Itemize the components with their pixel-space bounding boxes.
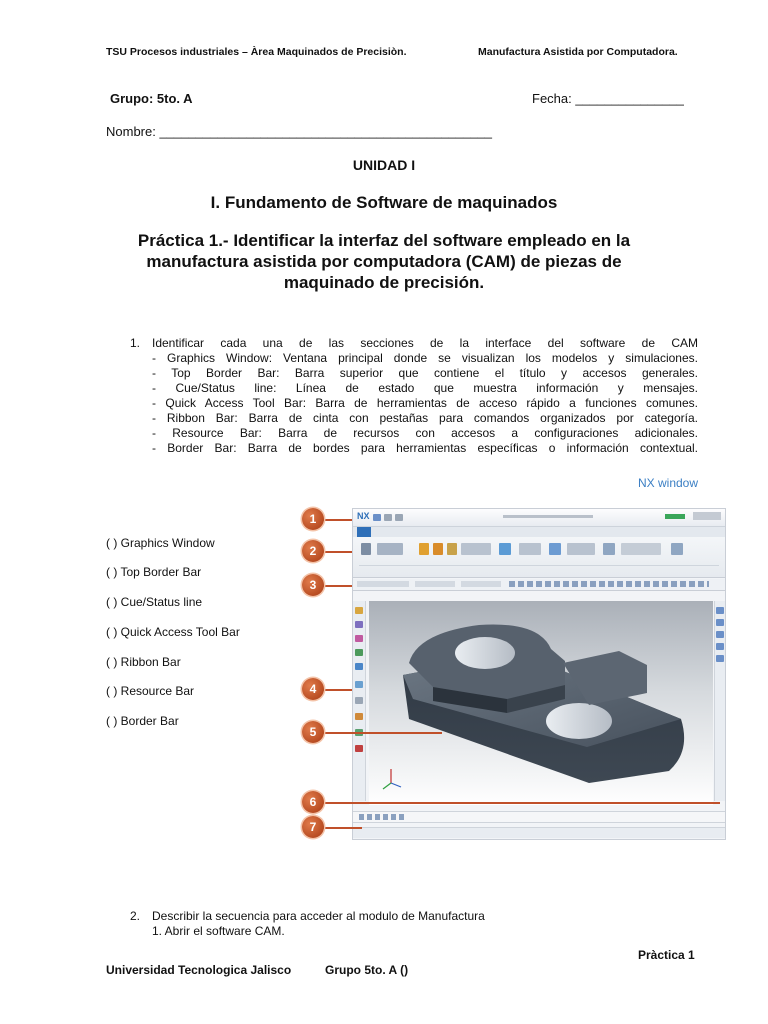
border-bar-right <box>714 601 725 801</box>
callout-marker: 3 <box>302 574 324 596</box>
resource-icon[interactable] <box>355 681 363 688</box>
date-field: Fecha: _______________ <box>532 91 684 106</box>
undo-icon <box>384 514 392 521</box>
lower-hole <box>546 703 612 739</box>
callout-marker: 1 <box>302 508 324 530</box>
through-curves-icon[interactable] <box>621 543 661 555</box>
extrude-icon[interactable] <box>419 543 429 555</box>
question-text: Describir la secuencia para acceder al modulo de Manufactura <box>152 909 485 923</box>
option-item[interactable]: ( ) Quick Access Tool Bar <box>106 625 240 639</box>
resource-icon[interactable] <box>355 663 363 670</box>
bullet-item: - Cue/Status line: Línea de estado que muestra información y mensajes. <box>152 381 698 395</box>
bullet-item: - Ribbon Bar: Barra de cinta con pestañas para comandos organizados por categoría. <box>152 411 698 425</box>
footer-university: Universidad Tecnologica Jalisco <box>106 963 292 977</box>
top-border-bar <box>353 509 725 527</box>
bullet-item: - Resource Bar: Barra de recursos con accesos a configuraciones adicionales. <box>152 426 698 440</box>
option-item[interactable]: ( ) Ribbon Bar <box>106 655 181 669</box>
unite-icon[interactable] <box>499 543 511 555</box>
practice-title-line: maquinado de precisión. <box>283 273 485 292</box>
group-field: Grupo: 5to. A <box>110 91 193 106</box>
shell-icon[interactable] <box>519 543 541 555</box>
view-icon[interactable] <box>716 607 724 614</box>
window-title-line <box>503 515 593 518</box>
leader-line <box>322 519 352 521</box>
callout-marker: 2 <box>302 540 324 562</box>
nx-window-figure <box>300 502 730 844</box>
question-1 <box>130 336 698 456</box>
selection-filter-dropdown[interactable] <box>415 581 455 587</box>
siemens-logo <box>665 514 685 519</box>
header-course: TSU Procesos industriales – Àrea Maquinados de Precisiòn. <box>106 46 407 58</box>
question-sub-item: 1. Abrir el software CAM. <box>152 924 285 938</box>
leader-line <box>322 551 352 553</box>
nx-window <box>352 508 726 840</box>
page-label: Pràctica 1 <box>638 948 695 962</box>
name-field: Nombre: ______________________________________________ <box>106 124 493 139</box>
option-item[interactable]: ( ) Cue/Status line <box>106 595 203 609</box>
resource-icon[interactable] <box>355 649 363 656</box>
question-number: 1. <box>130 336 141 350</box>
resource-icon[interactable] <box>355 745 363 752</box>
offset-region-icon[interactable] <box>567 543 595 555</box>
view-icon[interactable] <box>716 655 724 662</box>
bullet-item: - Quick Access Tool Bar: Barra de herramientas de acceso rápido a funciones comunes. <box>152 396 698 410</box>
option-item[interactable]: ( ) Top Border Bar <box>106 565 202 579</box>
bullet-item: - Graphics Window: Ventana principal donde se visualizan los modelos y simulaciones. <box>152 351 698 365</box>
cue-status-line <box>353 811 725 823</box>
hole-icon[interactable] <box>447 543 457 555</box>
leader-line <box>322 689 352 691</box>
more-icon[interactable] <box>603 543 615 555</box>
practice-title-line: manufactura asistida por computadora (CAM) de piezas de <box>146 252 622 271</box>
menu-dropdown[interactable] <box>357 581 409 587</box>
resource-icon[interactable] <box>355 607 363 614</box>
callout-marker: 7 <box>302 816 324 838</box>
coordinate-triad <box>383 769 401 789</box>
revolve-icon[interactable] <box>433 543 443 555</box>
window-controls[interactable] <box>693 512 721 520</box>
ribbon-tabs[interactable] <box>353 527 725 537</box>
unit-title: UNIDAD I <box>352 157 416 173</box>
resource-icon[interactable] <box>355 697 363 704</box>
bullet-item: - Top Border Bar: Barra superior que contiene el título y accesos generales. <box>152 366 698 380</box>
callout-marker: 4 <box>302 678 324 700</box>
graphics-window[interactable] <box>369 601 713 805</box>
leader-line <box>322 732 442 734</box>
upper-hole <box>455 637 515 669</box>
figure-caption: NX window <box>638 476 699 490</box>
callout-marker: 6 <box>302 791 324 813</box>
option-item[interactable]: ( ) Border Bar <box>106 714 179 728</box>
view-icon[interactable] <box>716 643 724 650</box>
section-title: I. Fundamento de Software de maquinados <box>210 193 558 212</box>
nx-logo: NX <box>357 511 370 521</box>
resource-bar <box>353 601 366 801</box>
question-number: 2. <box>130 909 141 923</box>
option-item[interactable]: ( ) Resource Bar <box>106 684 195 698</box>
leader-line <box>322 827 362 829</box>
redo-icon <box>395 514 403 521</box>
assembly-filter-dropdown[interactable] <box>461 581 501 587</box>
resource-icon[interactable] <box>355 621 363 628</box>
pattern-feature-icon[interactable] <box>461 543 491 555</box>
ribbon-group-divider <box>359 565 719 566</box>
curve-tools-icon[interactable] <box>377 543 403 555</box>
quick-access-toolbar <box>353 579 725 591</box>
callout-marker: 5 <box>302 721 324 743</box>
part-model <box>369 601 713 805</box>
footer-group: Grupo 5to. A () <box>325 963 409 977</box>
view-icon[interactable] <box>716 631 724 638</box>
resource-icon[interactable] <box>355 635 363 642</box>
move-face-icon[interactable] <box>549 543 561 555</box>
sketch-icon[interactable] <box>361 543 371 555</box>
leader-line <box>322 585 352 587</box>
status-icons[interactable] <box>359 814 405 820</box>
file-tab[interactable] <box>357 527 371 537</box>
resource-icon[interactable] <box>355 713 363 720</box>
snap-icons[interactable] <box>509 581 709 587</box>
bullet-item: - Border Bar: Barra de bordes para herramientas específicas o información contextual. <box>152 441 698 455</box>
question-text: Identificar cada una de las secciones de la interface del software de CAM <box>152 336 698 350</box>
practice-title-line: Práctica 1.- Identificar la interfaz del software empleado en la <box>137 231 631 250</box>
border-bar <box>353 827 725 838</box>
view-icon[interactable] <box>716 619 724 626</box>
question-2 <box>130 909 485 938</box>
header-subject: Manufactura Asistida por Computadora. <box>478 46 678 58</box>
leader-line <box>322 802 720 804</box>
sweep-icon[interactable] <box>671 543 683 555</box>
practice-title <box>0 230 768 293</box>
save-icon <box>373 514 381 521</box>
option-item[interactable]: ( ) Graphics Window <box>106 536 215 550</box>
ribbon-bar <box>353 527 725 578</box>
